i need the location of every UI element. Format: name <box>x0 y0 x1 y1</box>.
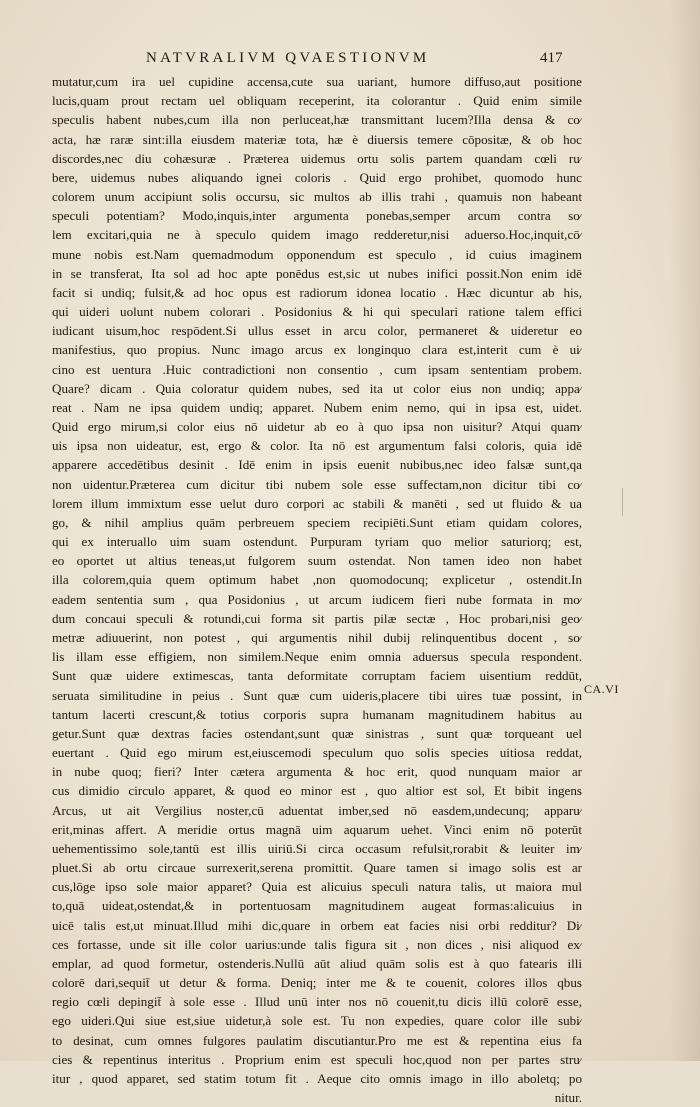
text-line: pluet.Si ab ortu circaue surrexerit,serena promittit. Quare tamen si imago solis est ar <box>52 860 582 876</box>
text-line: lucis,quam prout rectam uel obliquam receperint, ita colorantur . Quid enim simile <box>52 93 582 109</box>
text-line: seruata similitudine in peius . Sunt quæ cum uideris,placere tibi uires tuæ possint, in <box>52 687 582 703</box>
text-line: cino est uentura .Huic contradictioni non consentio , cum ipsam sententiam probem. <box>52 361 582 377</box>
pencil-mark <box>622 488 623 516</box>
text-line: Arcus, ut ait Vergilius noster,cū aduentat imber,sed nō easdem,undecunq; apparu⁄ <box>52 802 582 818</box>
text-line: to desinat, cum omnes fulgores paulatim discutiantur.Pro me est & repentina eius fa <box>52 1032 582 1048</box>
text-line: getur.Sunt quæ dextras facies ostendant,sunt quæ sinistras , sunt quæ torqueant uel <box>52 725 582 741</box>
text-line: lorem illum immixtum esse uelut duro corpori ac stabili & manēti , sed ut fluido & ua <box>52 495 582 511</box>
text-line: Quare? dicam . Quia coloratur quidem nubes, sed ita ut color eius non undiq; appa⁄ <box>52 380 582 396</box>
running-title: NATVRALIVM QVAESTIONVM <box>146 50 430 66</box>
text-line: cus dimidio circulo apparet, & quod eo minor est , quo altior est sol, Et bibit ingens <box>52 783 582 799</box>
text-line: to,quā uideat,ostendat,& in portentuosam magnitudinem augeat formas:alicuius in <box>52 898 582 914</box>
text-line: uehementissimo sole,tantū est illis uiriū.Si circa occasum refulsit,rorabit & leuiter im⁄ <box>52 840 582 856</box>
text-line: bere, uidemus nubes aliquando ignei coloris . Quid ergo prohibet, quomodo hunc <box>52 169 582 185</box>
text-line: colorē dari,sequit̄ ut detur & forma. Deniq; inter me & te couenit, colores illos qbus <box>52 975 582 991</box>
text-line: ces fortasse, unde sit ille color uarius:unde talis figura sit , non dices , nisi aliquod ex⁄ <box>52 936 582 952</box>
text-line: tantum lacerti crescunt,& totius corporis supra humanam magnitudinem habitus au <box>52 706 582 722</box>
text-line: dum concaui speculi & rotundi,cui forma sit partis pilæ sectæ , Hoc probari,nisi geo⁄ <box>52 610 582 626</box>
text-line: in nube quoq; fieri? Inter cætera argumenta & hoc erit, quod nunquam maior ar <box>52 764 582 780</box>
text-line: speculis habent nubes,cum illa non perluceat,hæ transmittant lucem?Illa densa & co⁄ <box>52 112 582 128</box>
text-line: emplar, ad quod formetur, ostenderis.Nullū aūt aliud quām solis est à quo fatearis illi <box>52 955 582 971</box>
text-line: speculi potentiam? Modo,inquis,inter argumenta ponebas,semper arcum contra so⁄ <box>52 208 582 224</box>
text-line: iudicant uisum,hoc respōdent.Si ullus esset in arcu color, permaneret & uideretur eo <box>52 323 582 339</box>
text-line: cus,lōge ipso sole maior apparet? Quia est alicuius speculi natura talis, ut maiora mul <box>52 879 582 895</box>
text-line: uis ipsa non uideatur, est, ergo & color. Ita nō est argumentum falsi coloris, quia idē <box>52 438 582 454</box>
text-line: manifestius, quo propius. Nunc imago arcus ex longinquo clara est,interit cum è ui⁄ <box>52 342 582 358</box>
text-line: euertant . Quid ego mirum est,eiuscemodi speculum quo solis species uitiosa reddat, <box>52 745 582 761</box>
text-line: erit,minas affert. A meridie ortus magnā uim aquarum uehet. Vinci enim nō poterūt <box>52 821 582 837</box>
text-line: illa colorem,quia quem optimum habet ,non quomodocunq; explicetur , ostendit.In <box>52 572 582 588</box>
text-line: ego uideri.Qui siue est,siue uidetur,à sole est. Tu non expedies, quare color ille subi⁄ <box>52 1013 582 1029</box>
text-line: qui ex interuallo uim suam ostendunt. Purpuram tyriam quo melior saturiorq; est, <box>52 534 582 550</box>
text-line: lis illam esse effigiem, non similem.Neque enim omnia aduersus specula respondent. <box>52 649 582 665</box>
text-line: eo oportet ut altius teneas,ut fulgorem suum ostendat. Non tamen ideo non habet <box>52 553 582 569</box>
text-line: itur , quod apparet, sed statim totum fit . Aeque cito omnis imago in illo aboletq; po <box>52 1070 582 1086</box>
text-line: discordes,nec diu cohæsuræ . Præterea uidemus ortu solis partem quandam cœli ru⁄ <box>52 150 582 166</box>
text-line: apparere accedētibus desinit . Idē enim in ipsis euenit nubibus,nec ideo falsæ sunt,qa <box>52 457 582 473</box>
text-line: Quid ergo mirum,si color eius nō uidetur ab eo à quo ipsa non uisitur? Atqui quam⁄ <box>52 419 582 435</box>
text-line: colorem unum accipiunt solis occursu, sic multos ab illis trahi , quamuis non habeant <box>52 189 582 205</box>
text-line: metræ adiuuerint, non potest , qui argumentis nihil dubij relinquentibus docent , so⁄ <box>52 629 582 645</box>
text-line: eadem sententia sum , qua Posidonius , ut arcum iudicem fieri nube formata in mo⁄ <box>52 591 582 607</box>
text-line: cies & repentinus interitus . Proprium enim est speculi hoc,quod non per partes stru⁄ <box>52 1051 582 1067</box>
text-line: uicē talis est,ut minuat.Illud mihi dic,quare in orbem eat facies nisi orbi redditur? Di⁄ <box>52 917 582 933</box>
text-line: go, & nihil amplius quām perbreuem speciem recipiēti.Sunt etiam quidam colores, <box>52 514 582 530</box>
text-line: nitur. <box>554 1090 582 1106</box>
text-line: in se transferat, Ita sol ad hoc apte ponēdus est,sic ut nubes inifici possit.Non enim idē <box>52 265 582 281</box>
text-line: qui uideri uolunt nubem colorari . Posidonius & hi qui speculari ratione talem effici <box>52 304 582 320</box>
text-line: regio cœli depingit̄ à sole esse . Illud unū inter nos nō couenit,tu dicis illū colorē esse, <box>52 994 582 1010</box>
page-number: 417 <box>540 50 563 66</box>
text-line: mutatur,cum ira uel cupidine accensa,cute sua uariant, humore diffuso,aut positione <box>52 74 582 89</box>
text-line: Sunt quæ uidere extimescas, tanta deformitate corruptam faciem uisentium reddūt, <box>52 668 582 684</box>
text-line: reat . Nam ne ipsa quidem undiq; apparet. Nubem enim nemo, qui in ipsa est, uidet. <box>52 399 582 415</box>
text-line: mune nobis est.Nam quemadmodum opponendum est speculo , id cuius imaginem <box>52 246 582 262</box>
chapter-margin-note: CA.VI <box>584 682 619 696</box>
text-line: non uidentur.Præterea cum dicitur tibi nubem sole esse suffectam,non dicitur tibi co⁄ <box>52 476 582 492</box>
main-text-block <box>52 72 582 1107</box>
text-line: lem excitari,quia ne à speculo quidem imago redderetur,nisi aduerso.Hoc,inquit,cō⁄ <box>52 227 582 243</box>
text-line: facit si undiq; fulsit,& ad hoc opus est radiorum idonea locatio . Hæc dicuntur ab his, <box>52 284 582 300</box>
text-line: acta, hæ raræ sint:illa eiusdem materiæ tota, hæ è diuersis temere cōpositæ, & ob hoc <box>52 131 582 147</box>
